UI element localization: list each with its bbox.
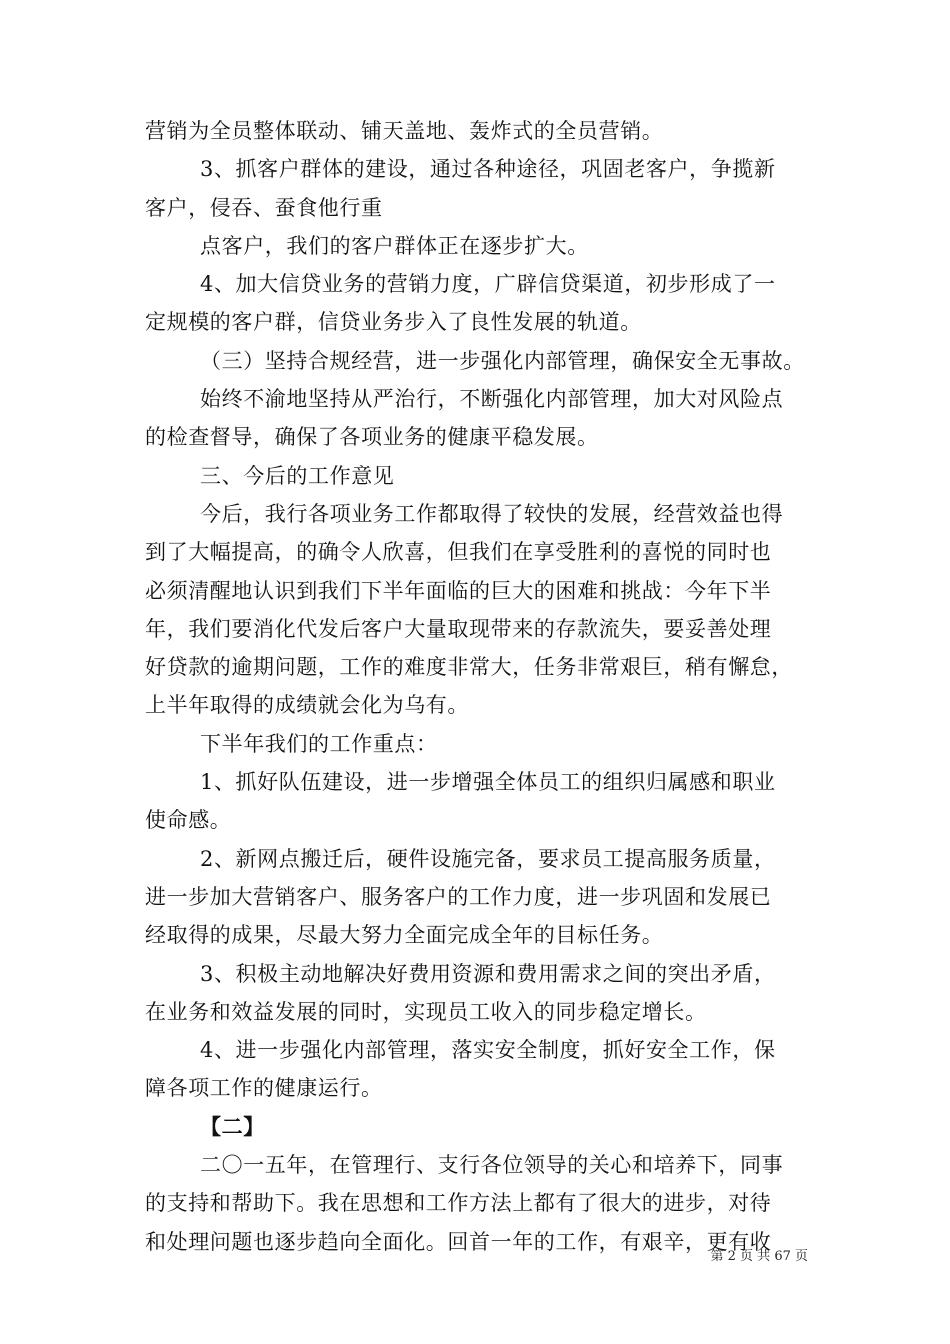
text-line: 定规模的客户群，信贷业务步入了良性发展的轨道。 xyxy=(145,310,642,335)
text-line: 始终不渝地坚持从严治行，不断强化内部管理，加大对风险点 xyxy=(200,387,784,412)
text-line: 3、积极主动地解决好费用资源和费用需求之间的突出矛盾， xyxy=(200,961,776,986)
text-line: （三）坚持合规经营，进一步强化内部管理，确保安全无事故。 xyxy=(200,348,805,373)
text-line: 4、进一步强化内部管理，落实安全制度，抓好安全工作，保 xyxy=(200,1038,776,1063)
text-line: 好贷款的逾期问题，工作的难度非常大，任务非常艰巨，稍有懈怠， xyxy=(145,655,793,680)
text-line: 的检查督导，确保了各项业务的健康平稳发展。 xyxy=(145,425,599,450)
document-body xyxy=(145,112,815,1261)
section-heading: 【二】 xyxy=(200,1113,265,1139)
text-line: 障各项工作的健康运行。 xyxy=(145,1076,383,1101)
text-line: 2、新网点搬迁后，硬件设施完备，要求员工提高服务质量， xyxy=(200,846,776,871)
text-line: 今后，我行各项业务工作都取得了较快的发展，经营效益也得 xyxy=(200,501,784,526)
text-line: 使命感。 xyxy=(145,808,232,833)
text-line: 4、加大信贷业务的营销力度，广辟信贷渠道，初步形成了一 xyxy=(200,272,776,297)
text-line: 3、抓客户群体的建设，通过各种途径，巩固老客户，争揽新 xyxy=(200,157,776,182)
text-line: 进一步加大营销客户、服务客户的工作力度，进一步巩固和发展已 xyxy=(145,884,772,909)
text-line: 下半年我们的工作重点： xyxy=(200,731,438,756)
text-line: 点客户，我们的客户群体正在逐步扩大。 xyxy=(200,233,589,258)
text-line: 营销为全员整体联动、铺天盖地、轰炸式的全员营销。 xyxy=(145,119,664,143)
text-line: 上半年取得的成绩就会化为乌有。 xyxy=(145,693,469,718)
text-line: 二〇一五年，在管理行、支行各位领导的关心和培养下，同事 xyxy=(200,1153,784,1178)
text-line: 到了大幅提高，的确令人欣喜，但我们在享受胜利的喜悦的同时也 xyxy=(145,540,772,565)
text-line: 和处理问题也逐步趋向全面化。回首一年的工作，有艰辛，更有收 xyxy=(145,1229,772,1254)
text-line: 在业务和效益发展的同时，实现员工收入的同步稳定增长。 xyxy=(145,999,707,1024)
text-line: 年，我们要消化代发后客户大量取现带来的存款流失，要妥善处理 xyxy=(145,616,772,641)
text-line: 三、今后的工作意见 xyxy=(200,463,395,488)
text-line: 客户，侵吞、蚕食他行重 xyxy=(145,195,383,220)
text-line: 的支持和帮助下。我在思想和工作方法上都有了很大的进步，对待 xyxy=(145,1191,772,1216)
text-line: 经取得的成果，尽最大努力全面完成全年的目标任务。 xyxy=(145,923,664,948)
page-footer: 第 2 页 共 67 页 xyxy=(710,1249,808,1264)
text-line: 必须清醒地认识到我们下半年面临的巨大的困难和挑战：今年下半 xyxy=(145,578,772,603)
text-line: 1、抓好队伍建设，进一步增强全体员工的组织归属感和职业 xyxy=(200,770,776,795)
